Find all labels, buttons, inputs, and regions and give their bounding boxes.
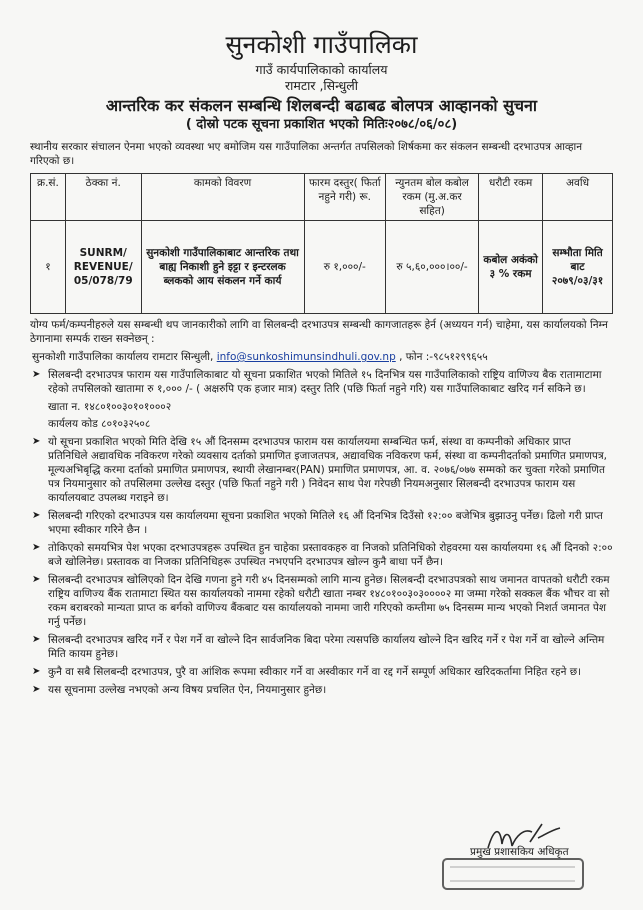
official-stamp [440, 855, 590, 895]
header-duration: अवधि [543, 174, 613, 221]
table-row [31, 221, 613, 314]
bullet-text: कुनै वा सबै सिलबन्दी दरभाउपत्र, पुरै वा आंशिक रूपमा स्वीकार गर्ने वा अस्वीकार गर्ने वा रद्द गर्ने सम्पूर्ण अधिकार खरिदकर्तामा निहित रहने छ। [48, 666, 582, 678]
intro-paragraph: स्थानीय सरकार संचालन ऐनमा भएको व्यवस्था भए बमोजिम यस गाउँपालिका अन्तर्गत तपसिलको शिर्षकमा कर संकलन सम्बन्धी दरभाउपत्र आव्हान गरिएको छ। [30, 141, 583, 167]
bullet-list-1 [30, 368, 613, 396]
header-min-bid: न्युनतम बोल कबोल रकम (मु.अ.कर सहित) [386, 174, 479, 221]
contact-phone: , फोन :-९८५१२९९६५५ [399, 351, 488, 363]
notice-subtitle: ( दोस्रो पटक सूचना प्रकाशित भएको मितिः२०७८/०६/०८) [185, 117, 458, 132]
cell-min-bid: रु ५,६०,०००।००/- [386, 221, 479, 314]
bullet-text: सिलबन्दी दरभाउपत्र खरिद गर्ने र पेश गर्ने वा खोल्ने दिन सार्वजनिक बिदा परेमा त्यसपछि कार्यालय खोल्ने दिन खरिद गर्ने र पेश गर्ने वा खोल्ने अन्तिम मिति कायम हुनेछ। [48, 634, 605, 660]
list-item [30, 509, 613, 537]
office-name: गाउँ कार्यपालिकाको कार्यालय [255, 62, 388, 77]
arrow-bullet-icon: ➤ [32, 369, 41, 380]
office-address: रामटार ,सिन्धुली [285, 78, 358, 93]
list-item [30, 665, 613, 679]
bullet-text: यस सूचनामा उल्लेख नभएको अन्य विषय प्रचलित ऐन, नियमानुसार हुनेछ। [48, 684, 327, 696]
cell-duration: सम्भौता मिति बाट २०७९/०३/३१ [543, 221, 613, 314]
header-sn: क्र.सं. [31, 174, 66, 221]
municipality-title: सुनकोशी गाउँपालिका [225, 30, 418, 59]
arrow-bullet-icon: ➤ [32, 574, 41, 585]
header-description: कामको विवरण [141, 174, 304, 221]
arrow-bullet-icon: ➤ [32, 684, 41, 695]
cell-form-fee: रु १,०००/- [304, 221, 385, 314]
notice-title: आन्तरिक कर संकलन सम्बन्धि शिलबन्दी बढाबढ बोलपत्र आव्हानको सुचना [105, 96, 538, 115]
office-code: कार्यलय कोड ८०१०३२५०८ [48, 418, 151, 430]
account-number: खाता न. १४८०१००३०१०१०००२ [48, 401, 172, 413]
header-deposit: धरौटी रकम [479, 174, 543, 221]
arrow-bullet-icon: ➤ [32, 436, 41, 447]
arrow-bullet-icon: ➤ [32, 634, 41, 645]
list-item [30, 368, 613, 396]
contact-email-link[interactable]: info@sunkoshimunsindhuli.gov.np [216, 351, 396, 363]
bullet-text: सिलबन्दी गरिएको दरभाउपत्र यस कार्यालयमा सूचना प्रकाशित भएको मितिले १६ औं दिनभित्र दिउँसो १२:०० बजेभित्र बुझाउनु पर्नेछ। ढिलो गरी प्राप्त भएमा स्वीकार गरिने छैन । [48, 510, 603, 536]
contact-line [32, 350, 613, 364]
cell-deposit: कबोल अकंको ३ % रकम [479, 221, 543, 314]
arrow-bullet-icon: ➤ [32, 510, 41, 521]
bullet-text: तोकिएको समयभित्र पेश भएका दरभाउपत्रहरू उपस्थित हुन चाहेका प्रस्तावकहरु वा निजको प्रतिनिधिको रोहवरमा यस कार्यालयमा १६ औं दिनको २:०० बजे खोलिनेछ। प्रस्तावक वा निजका प्रतिनिधिहरू उपस्थित नभएपनि दरभाउपत्र खोल्न कुनै बाधा पर्ने छैन। [48, 542, 613, 568]
tender-table [30, 173, 613, 314]
bullet-text: यो सूचना प्रकाशित भएको मिति देखि १५ औं दिनसम्म दरभाउपत्र फाराम यस कार्यालयमा सम्बन्धित फर्म, संस्था वा कम्पनीको अधिकार प्राप्त प्रतिनिधिले अद्यावधिक नविकरण गरेको व्यवसाय दर्ताको प्रमाणित इजाजतपत्र, अद्यावधिक नविकरण फर्म, संस्था वा कम्पनीदर्ताको प्रमाणित प्रमाणपत्र, मूल्यअभिबृद्धि करमा दर्ताको प्रमाणित प्रमाणपत्र, स्थायी लेखानम्बर(PAN) प्रमाणित प्रमाणपत्र, आ. व. २०७६/०७७ सम्मको कर चुक्ता गरेको प्रमाणित पत्र नियमानुसार को तपसिलमा उल्लेख दस्तुर (पछि फिर्ता नहुने गरी ) निवेदन साथ पेश गरेपछी नियमअनुसार सिलबन्दी दरभाउपत्र फाराम यस कार्यालयबाट उपलब्ध गराइने छ। [48, 436, 608, 504]
cell-contract-no: SUNRM/ REVENUE/ 05/078/79 [65, 221, 141, 314]
list-item [30, 541, 613, 569]
list-item [30, 573, 613, 629]
list-item [30, 683, 613, 697]
list-item [30, 435, 613, 505]
contact-office: सुनकोशी गाउँपालिका कार्यालय रामटार सिन्धुली, [32, 351, 214, 363]
contact-paragraph: योग्य फर्म/कम्पनीहरुले यस सम्बन्धी थप जानकारीको लागि वा सिलबन्दी दरभाउपत्र सम्बन्धी कागजातहरू हेर्न (अध्ययन गर्न) चाहेमा, यस कार्यालयको निम्न ठेगानामा सम्पर्क राख्न सक्नेछन् : [30, 319, 608, 345]
list-item [30, 633, 613, 661]
header-form-fee: फारम दस्तुर( फिर्ता नहुने गरी) रू. [304, 174, 385, 221]
arrow-bullet-icon: ➤ [32, 666, 41, 677]
signatory-designation: प्रमुख प्रशासकिय अधिकृत [470, 846, 569, 858]
arrow-bullet-icon: ➤ [32, 542, 41, 553]
bullet-list-2 [30, 435, 613, 697]
bullet-text: सिलबन्दी दरभाउपत्र फाराम यस गाउँपालिकाबाट यो सूचना प्रकाशित भएको मितिले १५ दिनभित्र यस गाउँपालिकाको राष्ट्रिय वाणिज्य बैक रातामाटामा रहेको तपसिलको खातामा रु १,००० /- ( अक्षरुपि एक हजार मात्र) दस्तुर तिरि (पछि फिर्ता नहुने गरि) यस गाउँपालिकाबाट खरिद गर्न सकिने छ। [48, 369, 602, 395]
table-header-row [31, 174, 613, 221]
bullet-text: सिलबन्दी दरभाउपत्र खोलिएको दिन देखि गणना हुने गरी ४५ दिनसम्मको लागि मान्य हुनेछ। सिलबन्दी दरभाउपत्रको साथ जमानत वापतको धरौटी रकम राष्ट्रिय वाणिज्य बैंक रातामाटा स्थित यस कार्यालयको नाममा रहेको धरौटी खाता नम्बर १४८०१००३०३००००२ मा जम्मा गरेको सक्कल बैंक भौचर वा सो रकम बराबरको मान्यता प्राप्त क बर्गको वाणिज्य बैंकबाट यस कार्यालयको नाममा जारी गरिएको कम्तीमा ७५ दिनसम्म मान्य भएको निशर्त जमानत पेश गर्नु पर्नेछ। [48, 574, 610, 628]
header-contract-no: ठेक्का नं. [65, 174, 141, 221]
cell-sn: १ [31, 221, 66, 314]
notice-header [30, 0, 613, 133]
cell-description: सुनकोशी गाउँपालिकाबाट आन्तरिक तथा बाह्य निकाशी हुने इट्टा र इन्टरलक ब्लकको आय संकलन गर्ने कार्य [141, 221, 304, 314]
